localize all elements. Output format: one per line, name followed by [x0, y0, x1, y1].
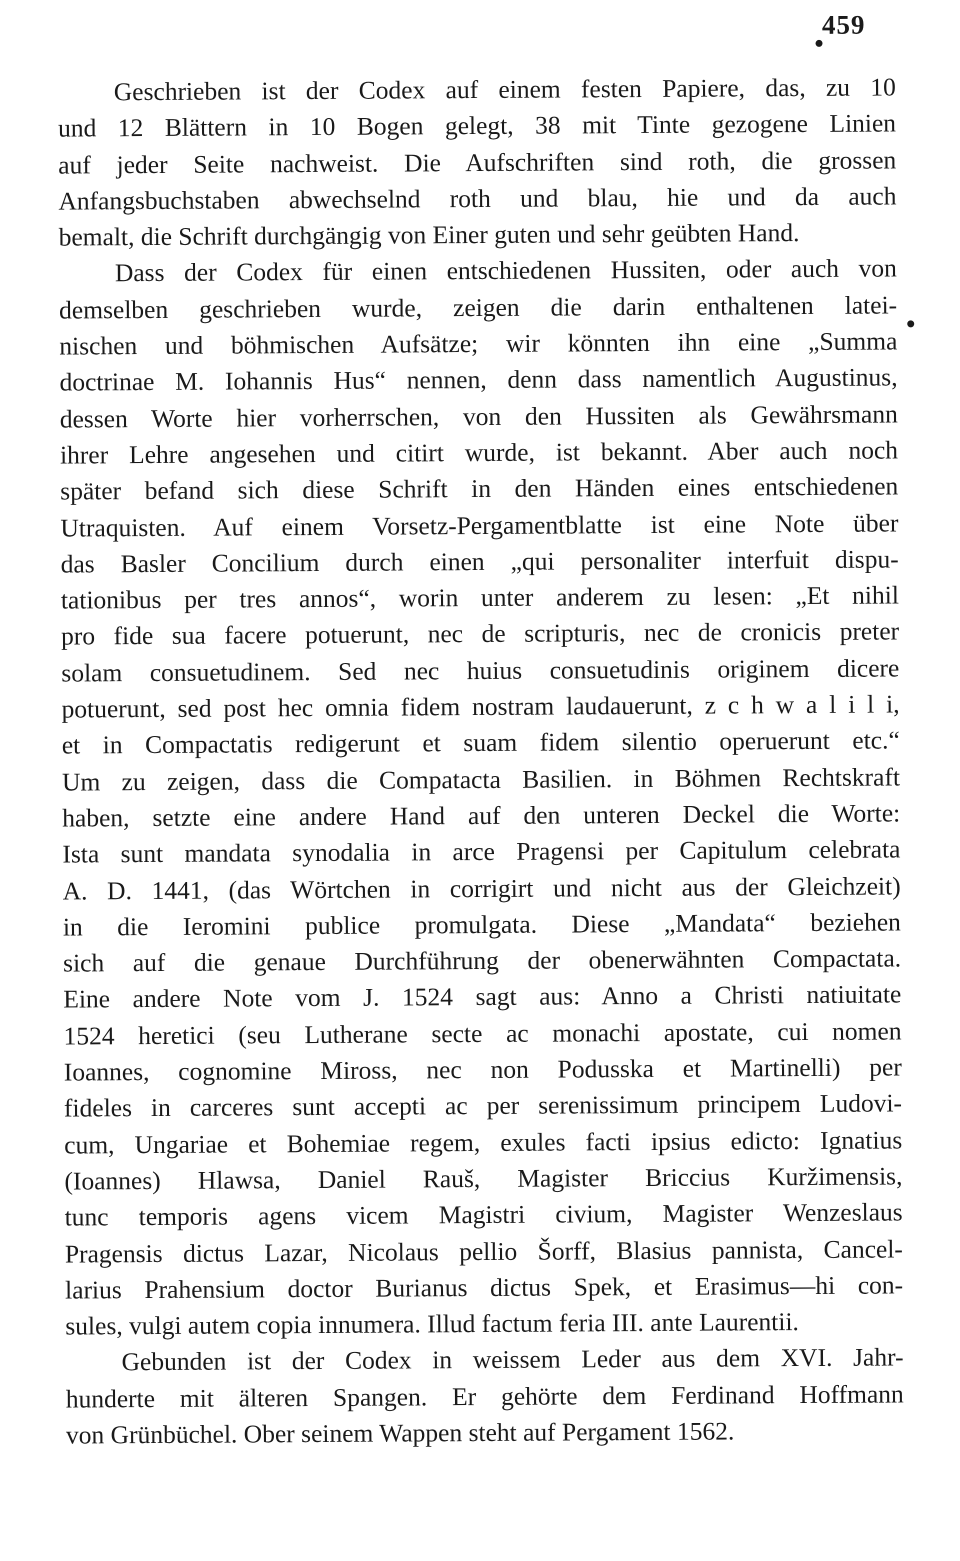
- text-line: Geschrieben ist der Codex auf einem festen Papiere, das, zu 10: [113, 72, 896, 107]
- text-line: sich auf die genaue Durchführung der obenerwähnten Compactata.: [63, 943, 902, 978]
- page-number: 459: [821, 9, 866, 40]
- text-line: et in Compactatis redigerunt et suam fidem silentio operuerunt etc.“: [61, 725, 900, 760]
- text-line: Eine andere Note vom J. 1524 sagt aus: Anno a Christi natiuitate: [63, 979, 902, 1014]
- text-line: von Grünbüchel. Ober seinem Wappen steht auf Pergament 1562.: [65, 1416, 735, 1450]
- text-line: Gebunden ist der Codex in weissem Leder aus dem XVI. Jahr-: [121, 1342, 904, 1377]
- text-line: potuerunt, sed post hec omnia fidem nostram laudauerunt, z c h w a l i l i,: [61, 689, 900, 724]
- text-line: und 12 Blättern in 10 Bogen gelegt, 38 mit Tinte gezogene Linien: [57, 108, 897, 143]
- text-line: auf jeder Seite nachweist. Die Aufschriften sind roth, die grossen: [58, 145, 897, 180]
- text-line: larius Prahensium doctor Burianus dictus Spek, et Erasimus—hi con-: [65, 1270, 904, 1305]
- text-line: A. D. 1441, (das Wörtchen in corrigirt und nicht aus der Gleichzeit): [62, 870, 901, 906]
- text-line: Utraquisten. Auf einem Vorsetz-Pergamentblatte ist eine Note über: [60, 508, 899, 543]
- text-line: hunderte mit älteren Spangen. Er gehörte dem Ferdinand Hoffmann: [65, 1379, 904, 1414]
- text-line: das Basler Concilium durch einen „qui personaliter interfuit dispu-: [60, 544, 899, 579]
- text-line: (Ioannes) Hlawsa, Daniel Rauš, Magister Briccius Kuržimensis,: [64, 1161, 903, 1196]
- text-line: pro fide sua facere potuerunt, nec de scripturis, nec de cronicis preter: [61, 616, 900, 652]
- printer-mark-dot: [815, 40, 822, 47]
- text-line: Dass der Codex für einen entschiedenen Hussiten, oder auch von: [114, 253, 897, 288]
- text-line: tunc temporis agens vicem Magistri civium, Magister Wenzeslaus: [64, 1197, 903, 1232]
- text-line: bemalt, die Schrift durchgängig von Einer guten und sehr geübten Hand.: [58, 218, 800, 252]
- text-line: haben, setzte eine andere Hand auf den unteren Deckel die Worte:: [62, 798, 901, 833]
- text-line: Anfangsbuchstaben abwechselnd roth und blau, hie und da auch: [58, 181, 897, 216]
- text-line: 1524 heretici (seu Lutherane secte ac monachi apostate, cui nomen: [63, 1016, 902, 1051]
- text-line: nischen und böhmischen Aufsätze; wir könnten ihn eine „Summa: [59, 326, 898, 361]
- text-line: Ista sunt mandata synodalia in arce Pragensi per Capitulum celebrata: [62, 834, 901, 869]
- text-line: tationibus per tres annos“, worin unter anderem zu lesen: „Et nihil: [60, 580, 899, 615]
- text-line: Um zu zeigen, dass die Compatacta Basilien. in Böhmen Rechtskraft: [61, 762, 901, 797]
- text-line: demselben geschrieben wurde, zeigen die darin enthaltenen latei-: [59, 290, 898, 325]
- text-line: ihrer Lehre angesehen und citirt wurde, ist bekannt. Aber auch noch: [59, 435, 899, 470]
- body-text: [58, 69, 904, 1453]
- text-line: cum, Ungariae et Bohemiae regem, exules facti ipsius edicto: Ignatius: [64, 1125, 903, 1160]
- text-line: Ioannes, cognomine Miross, nec non Podusska et Martinelli) per: [63, 1052, 902, 1087]
- text-line: später befand sich diese Schrift in den Händen eines entschiedenen: [60, 471, 899, 506]
- margin-mark-dot: [907, 320, 914, 327]
- text-line: dessen Worte hier vorherrschen, von den Hussiten als Gewährsmann: [59, 399, 898, 434]
- text-line: in die Ieromini publice promulgata. Diese „Mandata“ beziehen: [62, 907, 901, 942]
- text-line: Pragensis dictus Lazar, Nicolaus pellio Šorff, Blasius pannista, Cancel-: [64, 1233, 903, 1269]
- text-line: solam consuetudinem. Sed nec huius consuetudinis originem dicere: [61, 653, 900, 688]
- text-line: doctrinae M. Iohannis Hus“ nennen, denn dass namentlich Augustinus,: [59, 362, 898, 397]
- text-line: fideles in carceres sunt accepti ac per serenissimum principem Ludovi-: [63, 1088, 903, 1123]
- text-line: sules, vulgi autem copia innumera. Illud factum feria III. ante Laurentii.: [65, 1307, 799, 1341]
